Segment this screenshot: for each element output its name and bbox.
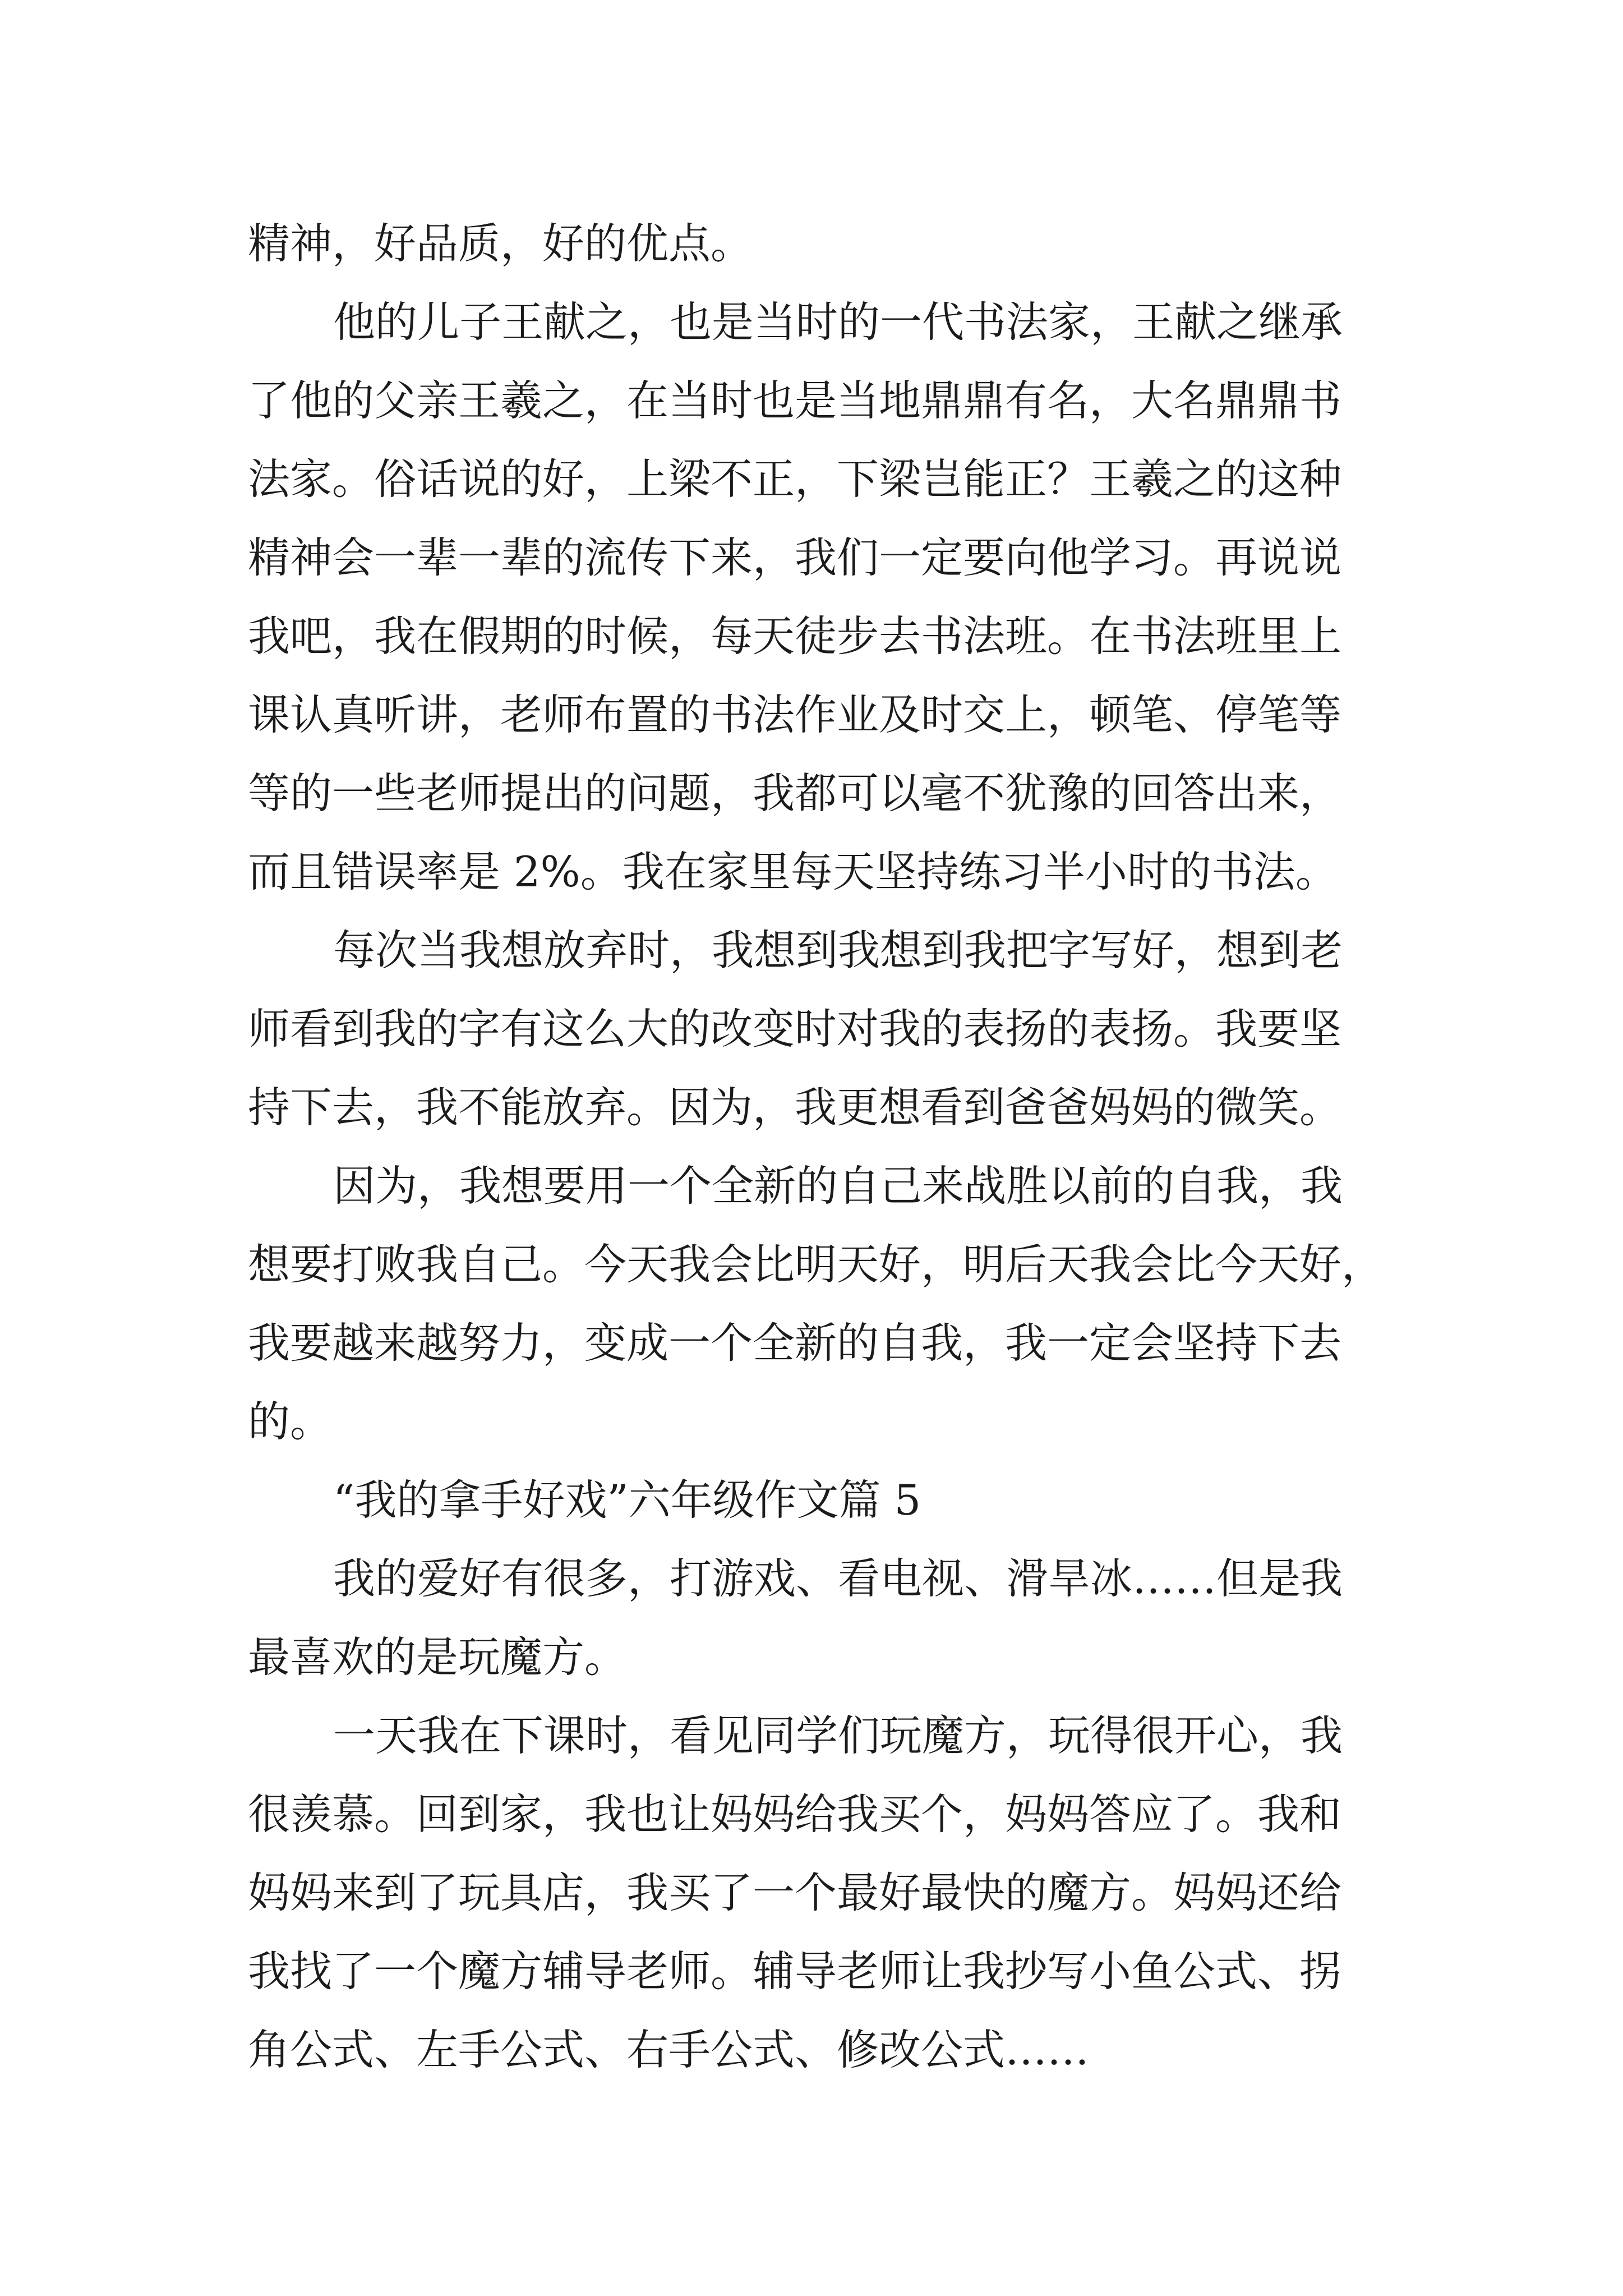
text-line: 我的爱好有很多，打游戏、看电视、滑旱冰……但是我 — [333, 1554, 1343, 1603]
text-line: 课认真听讲，老师布置的书法作业及时交上，顿笔、停笔等 — [248, 690, 1342, 739]
text-line: 妈妈来到了玩具店，我买了一个最好最快的魔方。妈妈还给 — [248, 1868, 1342, 1917]
text-line: 我要越来越努力，变成一个全新的自我，我一定会坚持下去 — [248, 1318, 1342, 1368]
text-line: 了他的父亲王羲之，在当时也是当地鼎鼎有名，大名鼎鼎书 — [248, 376, 1342, 425]
text-line: 精神会一辈一辈的流传下来，我们一定要向他学习。再说说 — [248, 533, 1342, 582]
text-line: 想要打败我自己。今天我会比明天好，明后天我会比今天好， — [248, 1240, 1384, 1289]
text-line: 持下去，我不能放弃。因为，我更想看到爸爸妈妈的微笑。 — [248, 1083, 1342, 1132]
text-line: 精神，好品质，好的优点。 — [248, 219, 753, 268]
text-line: 我找了一个魔方辅导老师。辅导老师让我抄写小鱼公式、拐 — [248, 1947, 1342, 1996]
paragraph — [248, 1147, 1414, 1461]
text-line: 师看到我的字有这么大的改变时对我的表扬的表扬。我要坚 — [248, 1004, 1342, 1053]
text-line: 很羡慕。回到家，我也让妈妈给我买个，妈妈答应了。我和 — [248, 1789, 1342, 1839]
text-line: 最喜欢的是玩魔方。 — [248, 1632, 627, 1682]
essay-title — [248, 1461, 1414, 1539]
paragraph — [248, 204, 1414, 283]
text-line: 每次当我想放弃时，我想到我想到我把字写好，想到老 — [333, 926, 1343, 975]
paragraph — [248, 1539, 1414, 1696]
paragraph — [248, 911, 1414, 1147]
text-line: 角公式、左手公式、右手公式、修改公式…… — [248, 2025, 1090, 2074]
paragraph — [248, 1696, 1414, 2089]
document-body — [248, 204, 1414, 2089]
text-line: 等的一些老师提出的问题，我都可以毫不犹豫的回答出来， — [248, 769, 1342, 818]
text-line: 的。 — [248, 1397, 333, 1446]
essay-title-text: “我的拿手好戏”六年级作文篇 5 — [333, 1475, 921, 1525]
paragraph — [248, 283, 1414, 911]
text-line: 法家。俗话说的好，上梁不正，下梁岂能正？王羲之的这种 — [248, 454, 1342, 504]
text-line: 他的儿子王献之，也是当时的一代书法家，王献之继承 — [333, 297, 1343, 347]
text-line: 一天我在下课时，看见同学们玩魔方，玩得很开心，我 — [333, 1711, 1343, 1760]
text-line: 而且错误率是 2%。我在家里每天坚持练习半小时的书法。 — [248, 847, 1338, 896]
text-line: 我吧，我在假期的时候，每天徒步去书法班。在书法班里上 — [248, 611, 1342, 661]
text-line: 因为，我想要用一个全新的自己来战胜以前的自我，我 — [333, 1161, 1343, 1211]
